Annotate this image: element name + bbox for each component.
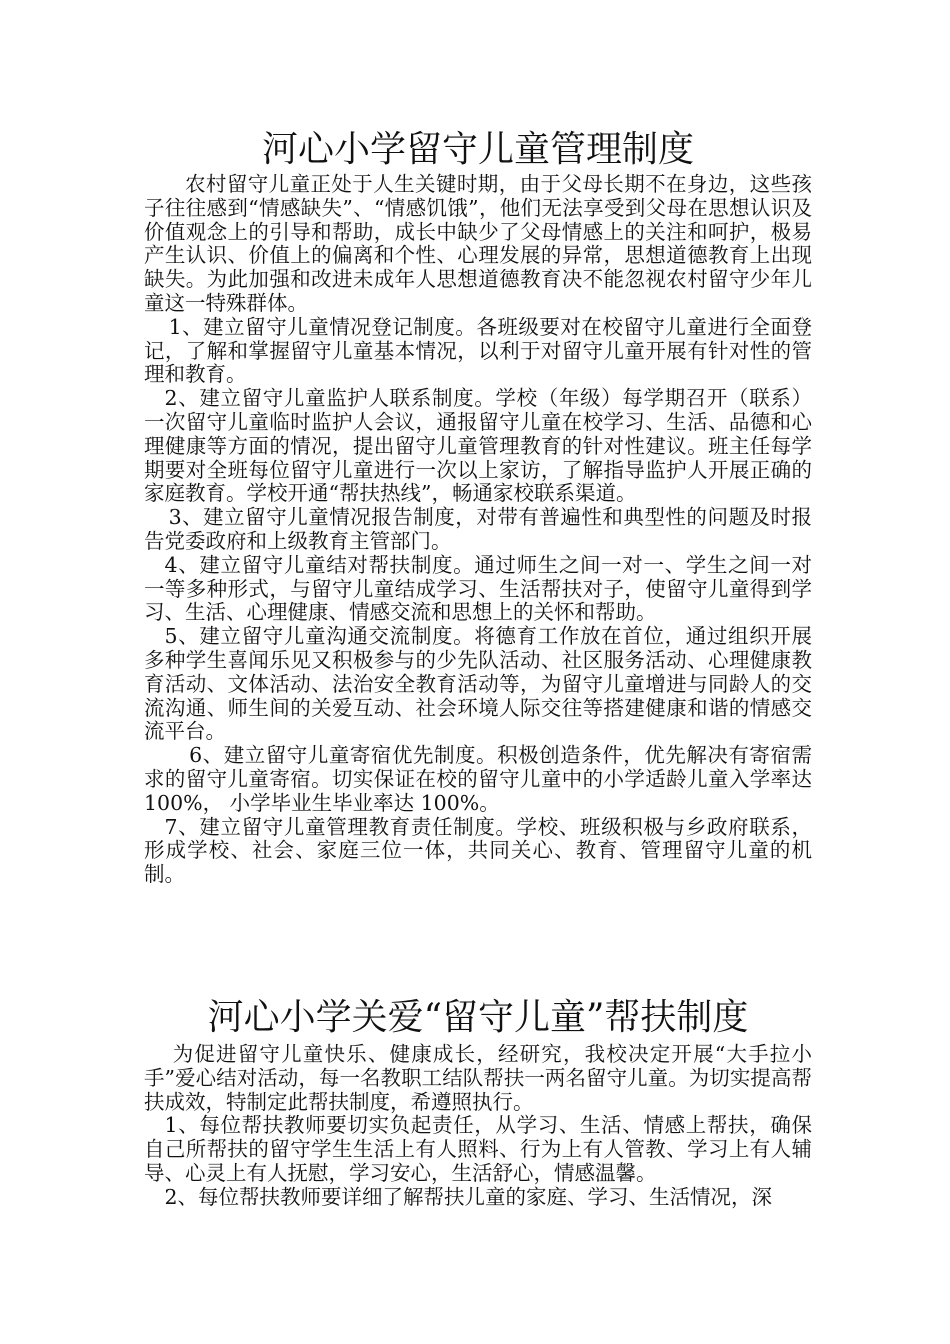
rule-2-paragraph: 2、建立留守儿童监护人联系制度。学校（年级）每学期召开（联系）一次留守儿童临时监护人会议，通报留守儿童在校学习、生活、品德和心理健康等方面的情况，提出留守儿童管理教育的针对性建议。班主任每学期要对全班每位留守儿童进行一次以上家访，了解指导监护人开展正确的家庭教育。学校开通“帮扶热线”，畅通家校联系渠道。 — [144, 386, 812, 506]
section-title: 河心小学留守儿童管理制度 — [261, 129, 694, 170]
intro-paragraph: 农村留守儿童正处于人生关键时期，由于父母长期不在身边，这些孩子往往感到“情感缺失”、“情感饥饿”，他们无法享受到父母在思想认识及价值观念上的引导和帮助，成长中缺少了父母情感上的关注和呵护，极易产生认识、价值上的偏离和个性、心理发展的异常，思想道德教育上出现缺失。为此加强和改进未成年人思想道德教育决不能忽视农村留守少年儿童这一特殊群体。 — [144, 172, 812, 315]
rule-2-paragraph: 2、每位帮扶教师要详细了解帮扶儿童的家庭、学习、生活情况，深 — [164, 1184, 773, 1209]
rule-3-paragraph: 3、建立留守儿童情况报告制度，对带有普遍性和典型性的问题及时报告党委政府和上级教育主管部门。 — [144, 505, 812, 553]
management-rules-section — [144, 128, 812, 887]
rule-4-paragraph: 4、建立留守儿童结对帮扶制度。通过师生之间一对一、学生之间一对一等多种形式，与留守儿童结成学习、生活帮扶对子，使留守儿童得到学习、生活、心理健康、情感交流和思想上的关怀和帮助。 — [144, 552, 812, 625]
section-title: 河心小学关爱“留守儿童”帮扶制度 — [207, 997, 749, 1038]
rule-5-paragraph: 5、建立留守儿童沟通交流制度。将德育工作放在首位，通过组织开展多种学生喜闻乐见又积极参与的少先队活动、社区服务活动、心理健康教育活动、文体活动、法治安全教育活动等，为留守儿童增进与同龄人的交流沟通、师生间的关爱互动、社会环境人际交往等搭建健康和谐的情感交流平台。 — [144, 624, 812, 744]
rule-6-paragraph: 6、建立留守儿童寄宿优先制度。积极创造条件，优先解决有寄宿需求的留守儿童寄宿。切实保证在校的留守儿童中的小学适龄儿童入学率达 100%， 小学毕业生毕业率达 100%。 — [144, 743, 812, 815]
rule-1-paragraph: 1、每位帮扶教师要切实负起责任，从学习、生活、情感上帮扶，确保自己所帮扶的留守学生生活上有人照料、行为上有人管教、学习上有人辅导、心灵上有人抚慰，学习安心，生活舒心，情感温馨。 — [144, 1113, 812, 1185]
rule-1-paragraph: 1、建立留守儿童情况登记制度。各班级要对在校留守儿童进行全面登记，了解和掌握留守儿童基本情况，以利于对留守儿童开展有针对性的管理和教育。 — [144, 314, 812, 387]
intro-paragraph: 为促进留守儿童快乐、健康成长，经研究，我校决定开展“大手拉小手”爱心结对活动，每一名教职工结队帮扶一两名留守儿童。为切实提高帮扶成效，特制定此帮扶制度，希遵照执行。 — [144, 1042, 812, 1114]
care-support-section — [144, 996, 812, 1210]
rule-7-paragraph: 7、建立留守儿童管理教育责任制度。学校、班级积极与乡政府联系，形成学校、社会、家庭三位一体，共同关心、教育、管理留守儿童的机制。 — [144, 814, 812, 887]
